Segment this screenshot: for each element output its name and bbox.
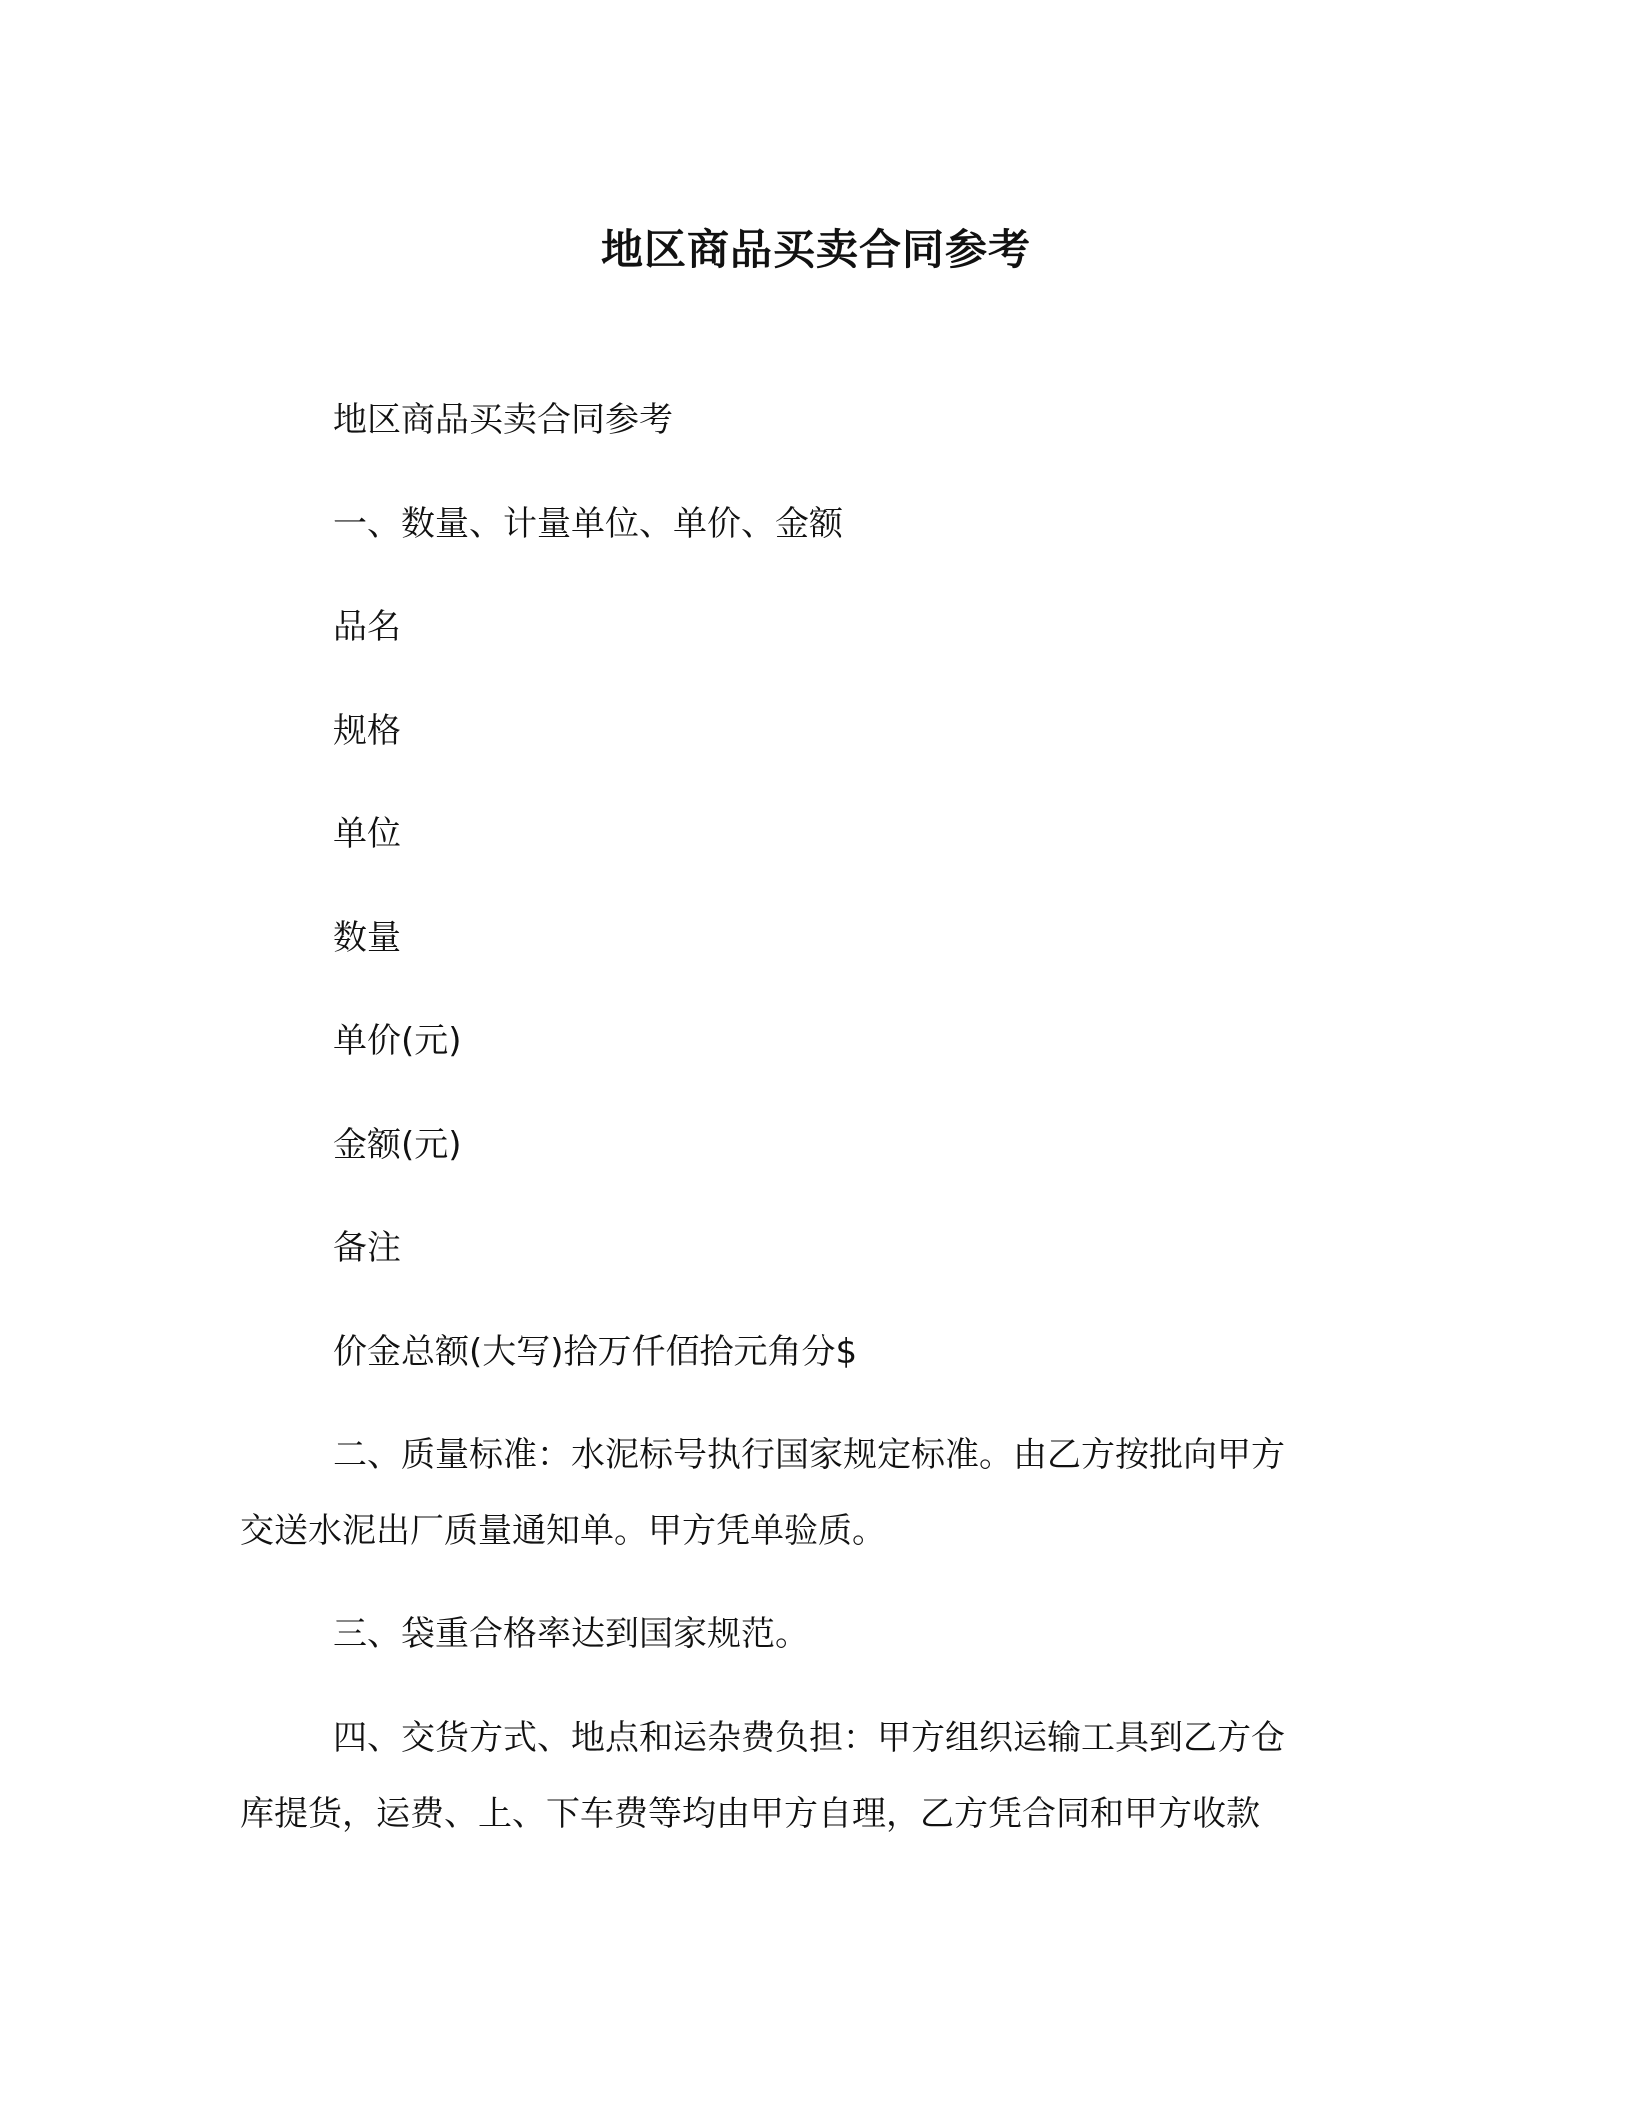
total-amount-line: 价金总额(大写)拾万仟佰拾元角分$ (333, 1332, 858, 1372)
paragraph-heading: 地区商品买卖合同参考 (333, 400, 673, 440)
section-1-heading: 一、数量、计量单位、单价、金额 (333, 504, 843, 544)
field-amount: 金额(元) (333, 1125, 462, 1165)
section-3-line: 三、袋重合格率达到国家规范。 (333, 1614, 809, 1654)
field-product-name: 品名 (333, 607, 401, 647)
field-quantity: 数量 (333, 918, 401, 958)
section-4-line-1: 四、交货方式、地点和运杂费负担：甲方组织运输工具到乙方仓 (333, 1718, 1285, 1758)
section-2-line-2: 交送水泥出厂质量通知单。甲方凭单验质。 (240, 1511, 886, 1551)
section-2-line-1: 二、质量标准：水泥标号执行国家规定标准。由乙方按批向甲方 (333, 1435, 1285, 1475)
field-unit-price: 单价(元) (333, 1021, 462, 1061)
section-4-line-2: 库提货，运费、上、下车费等均由甲方自理，乙方凭合同和甲方收款 (240, 1794, 1260, 1834)
document-title: 地区商品买卖合同参考 (600, 225, 1031, 274)
field-remarks: 备注 (333, 1228, 401, 1268)
field-specification: 规格 (333, 711, 401, 751)
field-unit: 单位 (333, 814, 401, 854)
